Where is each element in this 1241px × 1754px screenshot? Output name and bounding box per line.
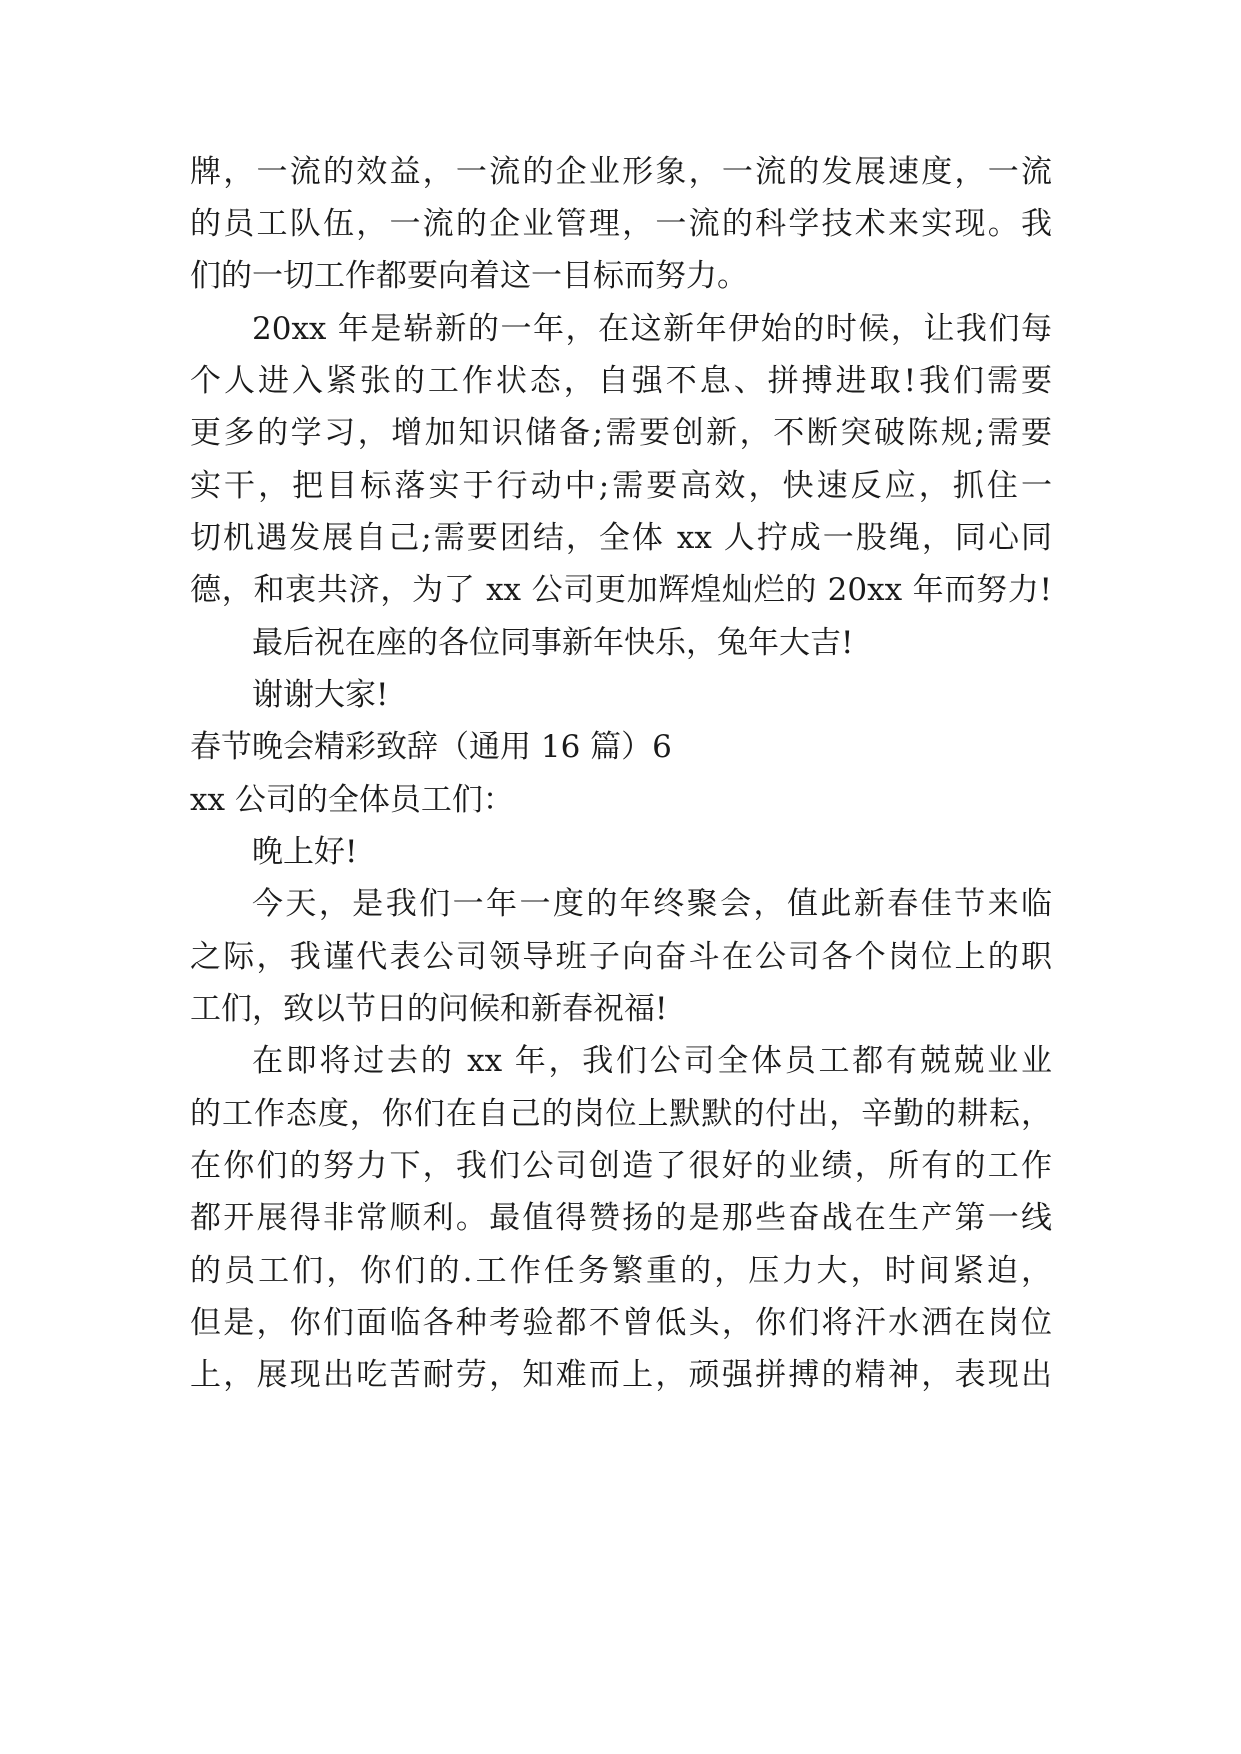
body-text-line: 个人进入紧张的工作状态，自强不息、拼搏进取!我们需要 bbox=[190, 363, 1052, 399]
body-text-line: 之际，我谨代表公司领导班子向奋斗在公司各个岗位上的职 bbox=[190, 939, 1052, 975]
body-text-line: 在你们的努力下，我们公司创造了很好的业绩，所有的工作 bbox=[190, 1148, 1052, 1184]
paragraph-first-line: 在即将过去的 xx 年，我们公司全体员工都有兢兢业业 bbox=[252, 1043, 1052, 1079]
closing-wish-line: 最后祝在座的各位同事新年快乐，兔年大吉! bbox=[252, 625, 854, 661]
thanks-line: 谢谢大家! bbox=[252, 677, 389, 713]
salutation-line: xx 公司的全体员工们： bbox=[190, 782, 514, 818]
greeting-line: 晚上好! bbox=[252, 834, 358, 870]
body-text-line: 的员工们，你们的.工作任务繁重的，压力大，时间紧迫， bbox=[190, 1253, 1052, 1289]
body-text-line: 们的一切工作都要向着这一目标而努力。 bbox=[190, 258, 748, 294]
body-text-line: 实干，把目标落实于行动中;需要高效，快速反应，抓住一 bbox=[190, 468, 1052, 504]
body-text-line: 的工作态度，你们在自己的岗位上默默的付出，辛勤的耕耘， bbox=[190, 1096, 1052, 1132]
body-text-line: 工们，致以节日的问候和新春祝福! bbox=[190, 991, 668, 1027]
section-heading: 春节晚会精彩致辞（通用 16 篇）6 bbox=[190, 729, 672, 765]
body-text-line: 牌，一流的效益，一流的企业形象，一流的发展速度，一流 bbox=[190, 154, 1052, 190]
body-text-line: 都开展得非常顺利。最值得赞扬的是那些奋战在生产第一线 bbox=[190, 1200, 1052, 1236]
body-text-line: 切机遇发展自己;需要团结，全体 xx 人拧成一股绳，同心同 bbox=[190, 520, 1052, 556]
paragraph-first-line: 今天，是我们一年一度的年终聚会，值此新春佳节来临 bbox=[252, 886, 1052, 922]
paragraph-first-line: 20xx 年是崭新的一年，在这新年伊始的时候，让我们每 bbox=[252, 311, 1052, 347]
body-text-line: 但是，你们面临各种考验都不曾低头，你们将汗水洒在岗位 bbox=[190, 1305, 1052, 1341]
body-text-line: 德，和衷共济，为了 xx 公司更加辉煌灿烂的 20xx 年而努力! bbox=[190, 572, 1052, 608]
body-text-line: 更多的学习，增加知识储备;需要创新，不断突破陈规;需要 bbox=[190, 415, 1052, 451]
body-text-line: 上，展现出吃苦耐劳，知难而上，顽强拼搏的精神，表现出 bbox=[190, 1357, 1052, 1393]
body-text-line: 的员工队伍，一流的企业管理，一流的科学技术来实现。我 bbox=[190, 206, 1052, 242]
